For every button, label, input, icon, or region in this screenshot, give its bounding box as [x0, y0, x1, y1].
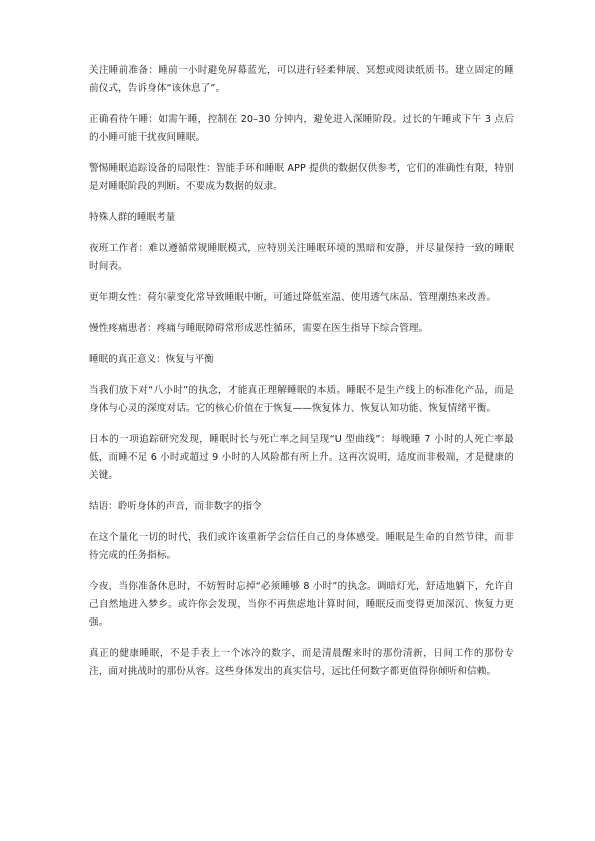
paragraph-tonight: 今夜，当你准备休息时，不妨暂时忘掉“必须睡够 8 小时”的执念。调暗灯光，舒适地躺下，允许自己自然地进入梦乡。或许你会发现，当你不再焦虑地计算时间，睡眠反而变得更加深沉、恢复力更强。 [89, 581, 514, 628]
paragraph-nap: 正确看待午睡：如需午睡，控制在 20–30 分钟内，避免进入深睡阶段。过长的午睡或下午 3 点后的小睡可能干扰夜间睡眠。 [89, 114, 514, 143]
paragraph-true-health: 真正的健康睡眠，不是手表上一个冰冷的数字，而是清晨醒来时的那份清新，日间工作的那份专注，面对挑战时的那份从容。这些身体发出的真实信号，远比任何数字都更值得你倾听和信赖。 [89, 648, 514, 677]
paragraph-japan-study: 日本的一项追踪研究发现，睡眠时长与死亡率之间呈现“U 型曲线”：每晚睡 7 小时的人死亡率最低，而睡不足 6 小时或超过 9 小时的人风险都有所上升。这再次说明，适度而非极端，才是健康的关键。 [89, 434, 514, 481]
paragraph-eight-hours: 当我们放下对“八小时”的执念，才能真正理解睡眠的本质。睡眠不是生产线上的标准化产品，而是身体与心灵的深度对话。它的核心价值在于恢复——恢复体力、恢复认知功能、恢复情绪平衡。 [89, 385, 514, 414]
section-heading-conclusion: 结语：聆听身体的声音，而非数字的指令 [89, 501, 262, 512]
paragraph-bedtime-prep: 关注睡前准备：睡前一小时避免屏幕蓝光，可以进行轻柔伸展、冥想或阅读纸质书。建立固定的睡前仪式，告诉身体“该休息了”。 [89, 65, 514, 94]
paragraph-sleep-tracker: 警惕睡眠追踪设备的局限性：智能手环和睡眠 APP 提供的数据仅供参考，它们的准确性有限，特别是对睡眠阶段的判断。不要成为数据的奴隶。 [89, 163, 514, 192]
section-heading-meaning: 睡眠的真正意义：恢复与平衡 [89, 354, 214, 365]
paragraph-chronic-pain: 慢性疼痛患者：疼痛与睡眠障碍常形成恶性循环，需要在医生指导下综合管理。 [89, 323, 429, 334]
paragraph-night-shift: 夜班工作者：难以遵循常规睡眠模式，应特别关注睡眠环境的黑暗和安静，并尽量保持一致的睡眠时间表。 [89, 243, 514, 272]
document-body [89, 62, 514, 694]
section-heading-special-groups: 特殊人群的睡眠考量 [89, 212, 176, 223]
paragraph-quantified-era: 在这个量化一切的时代，我们或许该重新学会信任自己的身体感受。睡眠是生命的自然节律，而非待完成的任务指标。 [89, 532, 514, 561]
paragraph-menopause: 更年期女性：荷尔蒙变化常导致睡眠中断，可通过降低室温、使用透气床品、管理潮热来改善。 [89, 292, 497, 303]
